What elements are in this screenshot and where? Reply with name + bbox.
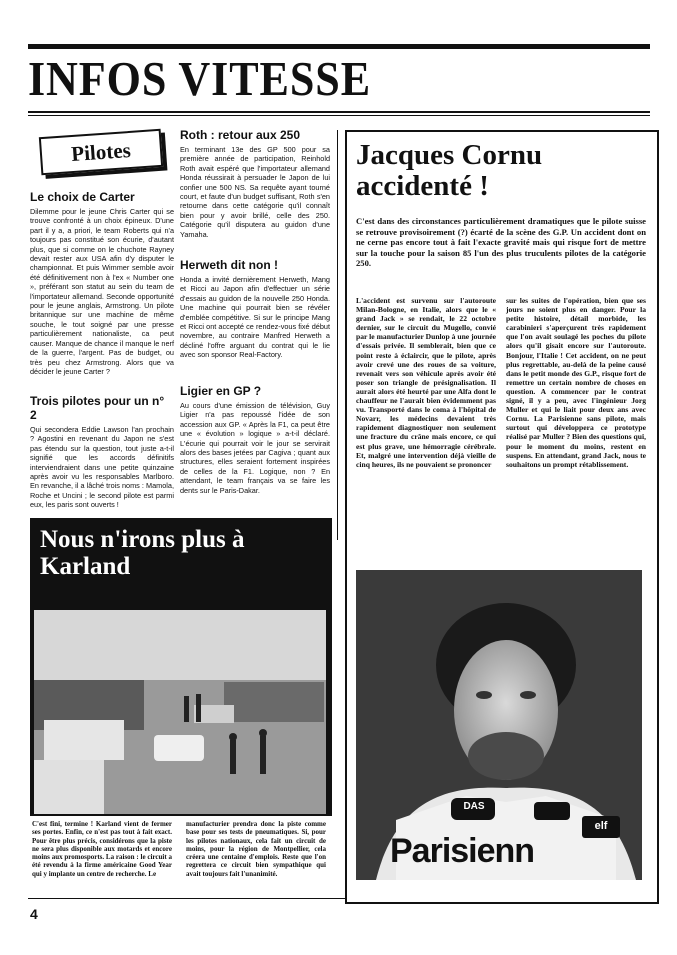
article-ligier xyxy=(180,384,330,495)
karland-paddock-photo xyxy=(34,610,326,814)
photo-badge-das: DAS xyxy=(463,801,485,812)
article-body: Dilemme pour le jeune Chris Carter qui se trouve confronté à un choix épineux. D'une part il y a, a priori, le team Roberts qui n'a toujours pas constitué son écurie, d'autant plus, que si comme on le chuchote Rayney devait rester aux USA afin d'y disputer le championnat. Et puis Wimmer semble avoir été définitivement non à l'ex « Number one », préférant son statut au sein du team de l'importateur allemand. Seconde opportunité pour le jeune anglais, Armstrong. Un pilote britannique sur une machine de même souche, le tout soigné par une presse particulièrement nationaliste, ca peut causer. Manque de chance il manque le nerf de la guerre, l'argent. Pas de budget, ou très peu chez Armstrong. Alors que va décider le jeune Carter ? xyxy=(30,207,174,376)
section-label: Pilotes xyxy=(70,137,132,166)
article-trois-pilotes xyxy=(30,394,174,510)
article-roth xyxy=(180,128,330,239)
article-herweth xyxy=(180,258,330,360)
cornu-column-2 xyxy=(506,296,646,469)
photo-badge-elf: elf xyxy=(594,820,608,832)
article-body: En terminant 13e des GP 500 pour sa première année de participation, Reinhold Roth avait espéré que l'importateur allemand Honda réussirait à persuader le Japon de lui confier une 500 NS. Sa requête ayant tourné court, et faute d'un budget suffisant, Roth s'en retourne dans cette catégorie qu'il connaît bien pour y avoir brillé, celle des 250. Catégorie qu'il disputera au guidon d'une Yamaha. xyxy=(180,145,330,239)
article-heading: Le choix de Carter xyxy=(30,190,135,204)
cornu-lead: C'est dans des circonstances particulièrement dramatiques que le pilote suisse se retrouve provisoirement (?) écarté de la scène des G.P. Un accident dont on ne cerne pas encore tout à fait l'exacte gravité mais qui risque fort de mettre sur la touche pour la saison 85 l'un des plus truculents pilotes de la catégorie 250. xyxy=(356,216,646,269)
article-carter xyxy=(30,190,174,376)
masthead-top-rule xyxy=(28,44,650,49)
karland-headline: Nous n'irons plus à Karland xyxy=(40,526,245,580)
cornu-headline: Jacques Cornu accidenté ! xyxy=(356,139,543,202)
article-heading: Trois pilotes pour un n° 2 xyxy=(30,394,165,422)
page-number: 4 xyxy=(30,906,38,922)
karland-column-text: manufacturier prendra donc la piste comme base pour ses tests de pneumatiques. Si, pour les pilotes nationaux, cela fait un circuit de moins, pour la région de Montpellier, cela créera une centaine d'emplois. Reste que l'on regrettera ce circuit bien sympathique qui avait toujours fait l'unanimité. xyxy=(186,820,326,878)
article-heading: Roth : retour aux 250 xyxy=(180,128,301,142)
paddock-illustration xyxy=(34,610,326,814)
cornu-column-text: L'accident est survenu sur l'autoroute Milan-Bologne, en Italie, alors que le « grand Jack » se rendait, le 22 octobre dernier, sur le circuit du Mugello, convié par le manufacturier Dunlop à une journée d'essais privée. Il semblerait, bien que ce point reste à éclaircir, que le pilote, après avoir crevé une des roues de sa voiture, revenait vers son véhicule après avoir été poser son triangle de présignalisation. Il aurait alors été heurté par une Alfa dont le chauffeur ne l'aurait bien évidemment pas vu. Transporté dans le coma à l'hôpital de Novarr, les médecins devaient très rapidement diagnostiquer non seulement une fracture du crâne mais encore, ce qui est plus grave, une hémorragie cérébrale. Et, malgré une intervention déjà vieille de cinq heures, ils ne pouvaient se prononcer xyxy=(356,296,496,469)
karland-column-text: C'est fini, termine ! Karland vient de fermer ses portes. Enfin, ce n'est pas tout à fait exact. Pour être plus précis, considérons que la piste ne sera plus disponible aux motards et encore moins aux promosports. La raison : le circuit a été revendu à la firme américaine Good Year qui y implante un centre de recherche. Le xyxy=(32,820,172,878)
cornu-column-1 xyxy=(356,296,496,469)
column-divider xyxy=(337,130,338,540)
cornu-column-text: sur les suites de l'opération, bien que ses jours ne soient plus en danger. Pour la petite histoire, détail morbide, les carabinieri s'aperçurent très rapidement que l'on avait soulagé les poches du pilote alors qu'il gisait encore sur l'autoroute. Bonjour, l'Italie ! Cet accident, on ne peut plus regrettable, au-delà de la peine causé dans le petit monde des G.P., risque fort de remettre un certain nombre de choses en question. A commencer par le contrat signé, il y a peu, avec l'ingénieur Jorg Muller et qui le liait pour deux ans avec Cornu. La Parisienne sans pilote, mais surtout qui développera ce prototype réalisé par Muller ? Bien des questions qui, pour le moment du moins, restent en suspens. En attendant, grand Jack, nous te souhaitons un prompt rétablissement. xyxy=(506,296,646,469)
article-body: Au cours d'une émission de télévision, Guy Ligier n'a pas repoussé l'idée de son accession aux GP. « Après la F1, ca peut être une « évolution » logique » a-t-il déclaré. L'écurie qui pourrait voir le jour se servirait alors des bases jetées par Cagiva ; quant aux structures, elles seraient fortement inspirées de celles de la F1. Logique, non ? En attendant, le team français va se faire les dents sur le Paris-Dakar. xyxy=(180,401,330,495)
masthead-title: INFOS VITESSE xyxy=(28,51,372,106)
section-label-box xyxy=(39,129,163,175)
cornu-portrait-photo xyxy=(356,570,642,880)
masthead-bottom-rule-thin xyxy=(28,115,650,116)
masthead-bottom-rule xyxy=(28,111,650,113)
karland-column-2 xyxy=(186,820,326,878)
article-body: Qui secondera Eddie Lawson l'an prochain ? Agostini en revenant du Japon ne s'est pas étendu sur la question, tout juste a-t-il signifié que les accords définitifs interviendraient dans une petite quinzaine après avoir vu les responsables Marlboro. En revanche, il a lâché trois noms : Mamola, Roche et Uncini ; le second pilote est parmi eux, les paris sont ouverts ! xyxy=(30,425,174,510)
karland-column-1 xyxy=(32,820,172,878)
footer-rule xyxy=(28,898,346,899)
article-body: Honda a invité dernièrement Herweth, Mang et Ricci au Japon afin d'effectuer un série d'essais au guidon de la nouvelle 250 Honda. Une machine qui pourrait bien se révéler d'emblée compétitive. Si sur le principe Mang et Ricci ont accepté ce rendez-vous fixé début novembre, au contraire Manfred Herweth a décliné l'offre arguant du contrat qui le lie avec son sponsor Real-Factory. xyxy=(180,275,330,360)
article-heading: Herweth dit non ! xyxy=(180,258,278,272)
article-heading: Ligier en GP ? xyxy=(180,384,262,398)
photo-leathers-text: Parisienn xyxy=(390,832,535,870)
